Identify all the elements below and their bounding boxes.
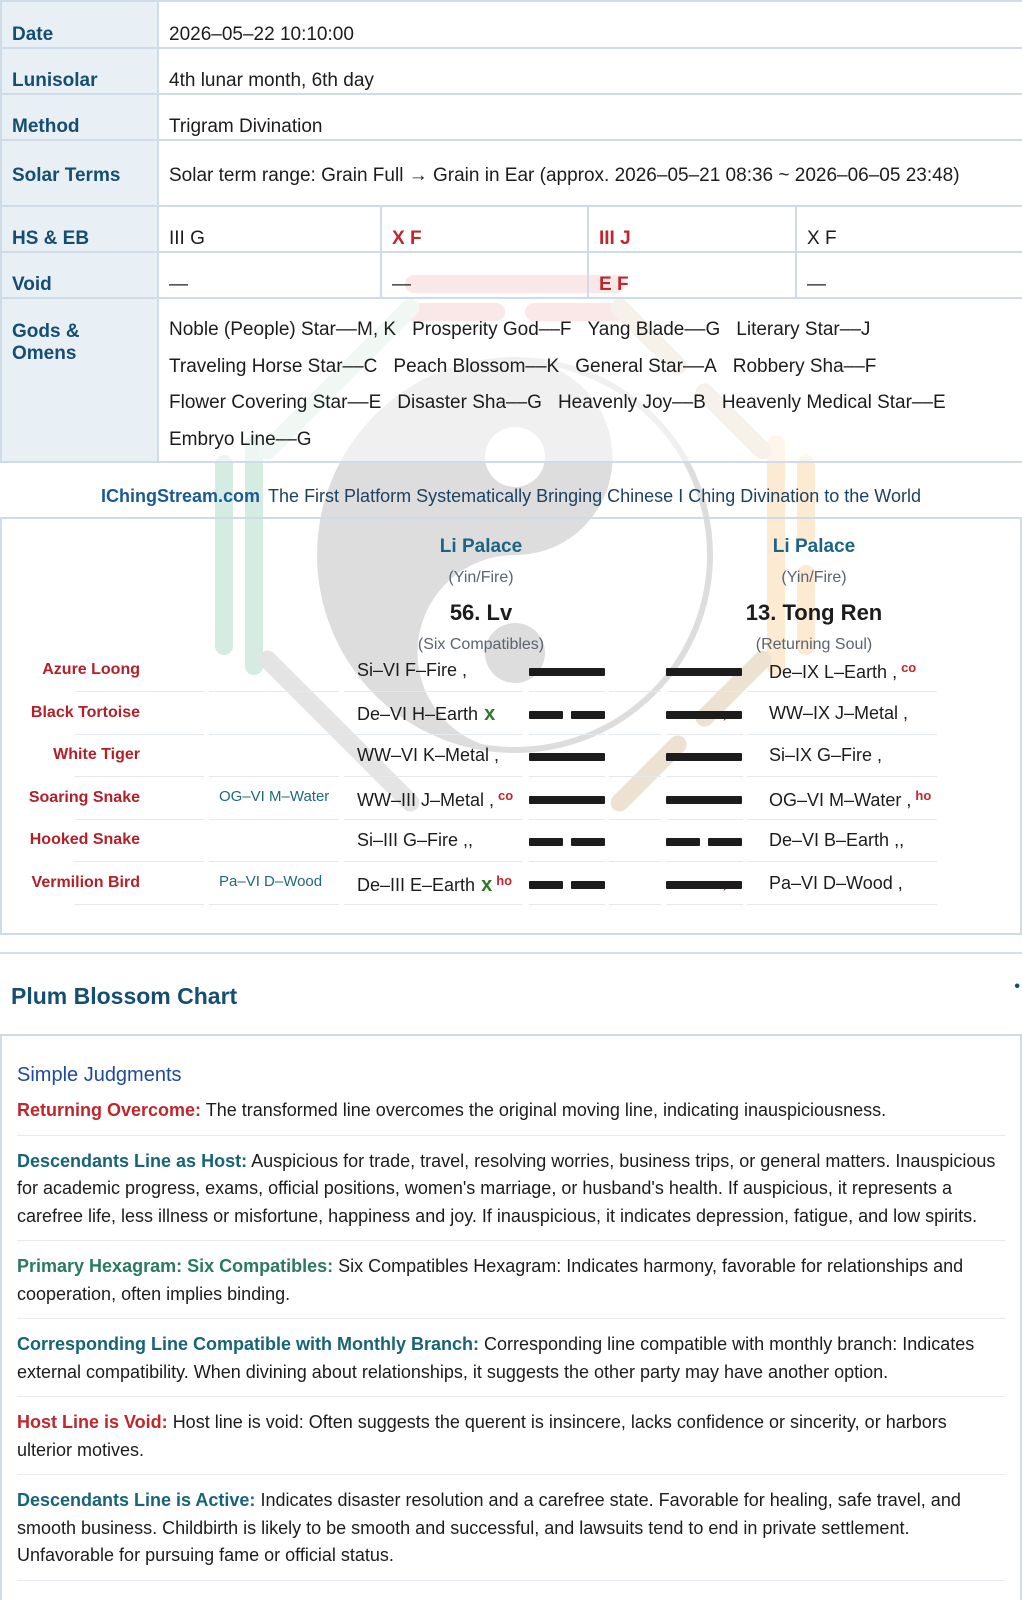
original-line-label (357, 660, 467, 681)
hidden-spirit-line: Pa–VI D–Wood (219, 872, 323, 890)
six-spirit-label: Vermilion Bird (31, 873, 140, 891)
hexagram-line-row (29, 819, 954, 862)
changed-hexagram-header (714, 536, 914, 654)
judgment-item (17, 1326, 1006, 1397)
row-divider (529, 904, 605, 905)
yang-segment (666, 711, 742, 719)
changed-hexagram-name: 13. Tong Ren (745, 600, 883, 625)
judgment-title: Host Line is Void: (17, 1412, 168, 1432)
changed-yao-line (666, 796, 742, 804)
site-tagline: The First Platform Systematically Bringing Chinese I Ching Divination to the World (268, 486, 921, 506)
void-year: — (158, 252, 381, 298)
void-label: Void (1, 252, 158, 298)
god-omen-item: Noble (People) Star––M, K (169, 319, 397, 340)
yang-segment (666, 796, 742, 804)
yin-segment (571, 881, 605, 889)
changed-line-label (769, 660, 916, 683)
row-divider (344, 904, 522, 905)
god-omen-item: Flower Covering Star––E (169, 392, 382, 413)
solar-terms-label: Solar Terms (1, 140, 158, 206)
changed-line-text: De–IX L–Earth , (769, 662, 898, 682)
god-omen-item: Peach Blossom––K (393, 355, 560, 377)
judgment-title: Primary Hexagram: Six Compatibles: (17, 1256, 334, 1276)
row-divider (747, 904, 937, 905)
line-role-tag: co (901, 660, 917, 675)
changed-line-text: Pa–VI D–Wood , (769, 872, 903, 893)
changed-yao-line (666, 753, 742, 761)
changed-line-label (769, 703, 908, 724)
solar-terms-value: Solar term range: Grain Full → Grain in Ear (approx. 2026–05–21 08:36 ~ 2026–06–05 23:48) (158, 140, 1022, 206)
plum-blossom-dot: • (1014, 978, 1020, 995)
original-yao-line (529, 753, 605, 761)
original-yao-line (529, 668, 605, 676)
lunisolar-label: Lunisolar (1, 48, 158, 94)
hs-eb-month: X F (381, 206, 588, 252)
god-omen-item: Prosperity God––F (412, 319, 572, 340)
original-line-text: De–VI H–Earth (357, 703, 479, 724)
judgment-item (17, 1092, 1006, 1136)
moving-line-mark: x (484, 702, 496, 725)
primary-hexagram-name: 56. Lv (449, 600, 513, 625)
simple-judgments-title: Simple Judgments (17, 1064, 182, 1086)
god-omen-item: Yang Blade––G (587, 319, 721, 340)
yin-segment (708, 838, 742, 846)
hs-eb-hour: X F (796, 206, 1022, 252)
yin-segment (666, 838, 700, 846)
yang-segment (666, 753, 742, 761)
void-month: — (381, 252, 588, 298)
changed-line-label (769, 873, 903, 894)
lunisolar-value: 4th lunar month, 6th day (158, 48, 1022, 94)
judgment-title: Descendants Line is Active: (17, 1490, 256, 1510)
original-line-label (357, 873, 512, 897)
changed-element: (Yin/Fire) (781, 569, 847, 586)
hexagram-line-row (42, 649, 954, 692)
row-divider (609, 904, 661, 905)
original-yao-line (529, 881, 605, 889)
gods-label: Gods & Omens (1, 298, 158, 462)
god-omen-item: Disaster Sha––G (397, 392, 542, 413)
hidden-spirit-line: OG–VI M–Water (219, 787, 330, 805)
line-role-tag: ho (496, 872, 513, 888)
changed-line-label (769, 745, 882, 766)
row-divider (209, 904, 339, 905)
plum-blossom-title: Plum Blossom Chart (11, 983, 238, 1009)
judgment-text: Host line is void: Often suggests the querent is insincere, lacks confidence or sincerity, or harbors ulterior motives. (17, 1412, 947, 1460)
changed-line-label (769, 788, 931, 811)
god-omen-item: Traveling Horse Star––C (169, 355, 378, 377)
changed-yao-line (666, 838, 742, 846)
judgment-text: Corresponding line compatible with monthly branch: Indicates external compatibility. When divining about relationships, it suggests the other party may have another option. (17, 1334, 975, 1382)
god-omen-item: Robbery Sha––F (732, 355, 877, 377)
god-omen-item: General Star––A (575, 355, 717, 377)
changed-line-text: De–VI B–Earth ,, (769, 830, 905, 850)
gods-value (158, 298, 1022, 462)
judgment-item (17, 1143, 1006, 1242)
original-line-label (357, 830, 473, 851)
six-spirit-label: Hooked Snake (29, 831, 140, 848)
original-yao-line (529, 838, 605, 846)
hexagram-panel (0, 517, 1022, 935)
gods-list (169, 312, 1012, 458)
god-omen-item: Embryo Line––G (169, 428, 312, 450)
changed-line-text: OG–VI M–Water , (769, 789, 912, 810)
primary-palace: Li Palace (439, 536, 523, 557)
original-line-label (357, 788, 513, 811)
six-spirit-label: Black Tortoise (30, 703, 140, 721)
plum-blossom-section-header (0, 952, 1022, 1032)
original-line-label (357, 703, 495, 726)
original-yao-line (529, 796, 605, 804)
yin-segment (529, 881, 563, 889)
judgment-title: Returning Overcome: (17, 1100, 202, 1120)
method-label: Method (1, 94, 158, 140)
simple-judgments-panel (0, 1034, 1022, 1600)
original-line-label (357, 745, 499, 766)
changed-line-text: Si–IX G–Fire , (769, 745, 883, 765)
yin-segment (529, 711, 563, 719)
original-line-text: WW–VI K–Metal , (357, 745, 500, 765)
primary-element: (Yin/Fire) (448, 569, 514, 586)
primary-hexagram-type: (Six Compatibles) (417, 636, 545, 653)
judgment-title: Corresponding Line Compatible with Monthly Branch: (17, 1334, 479, 1354)
yin-segment (571, 838, 605, 846)
info-table (0, 0, 1022, 463)
judgments-list (17, 1092, 1006, 1581)
changed-yao-line (666, 711, 742, 719)
date-label: Date (1, 1, 158, 48)
hexagram-line-row (28, 777, 954, 820)
changed-line-text: WW–IX J–Metal , (769, 702, 909, 723)
yin-segment (571, 711, 605, 719)
god-omen-item: Literary Star––J (736, 319, 871, 340)
six-spirit-label: White Tiger (53, 746, 140, 763)
judgment-text: The transformed line overcomes the original moving line, indicating inauspiciousness. (205, 1100, 887, 1120)
changed-yao-line (666, 668, 742, 676)
original-line-text: Si–III G–Fire ,, (357, 830, 474, 850)
method-value: Trigram Divination (158, 94, 1022, 140)
yang-segment (666, 881, 742, 889)
judgment-title: Descendants Line as Host: (17, 1150, 248, 1171)
judgment-item (17, 1248, 1006, 1319)
changed-hexagram-type: (Returning Soul) (755, 636, 873, 653)
original-line-text: Si–VI F–Fire , (357, 660, 468, 680)
date-value: 2026–05–22 10:10:00 (158, 1, 1022, 48)
yang-segment (666, 668, 742, 676)
judgment-text: Six Compatibles Hexagram: Indicates harmony, favorable for relationships and cooperation, often implies binding. (17, 1256, 964, 1304)
original-yao-line (529, 711, 605, 719)
changed-palace: Li Palace (772, 536, 856, 557)
six-spirit-label: Soaring Snake (28, 788, 140, 806)
hs-eb-year: III G (158, 206, 381, 252)
void-day: E F (588, 252, 796, 298)
hexagram-line-row (53, 734, 954, 777)
hs-eb-day: III J (588, 206, 796, 252)
site-link[interactable]: IChingStream.com (101, 486, 261, 506)
judgment-item (17, 1404, 1006, 1475)
god-omen-item: Heavenly Joy––B (557, 392, 706, 413)
changed-yao-line (666, 881, 742, 889)
judgment-text: Indicates disaster resolution and a carefree state. Favorable for healing, safe travel, and smooth business. Childbirth is likely to be smooth and successful, and lawsuits tend to end in private settlement. Unfavorable for pursuing fame or official status. (17, 1490, 961, 1565)
site-banner (0, 486, 1022, 507)
line-role-tag: ho (915, 787, 932, 803)
original-line-text: De–III E–Earth (357, 874, 476, 895)
row-divider (666, 904, 743, 905)
god-omen-item: Heavenly Medical Star––E (721, 392, 946, 413)
row-divider (74, 904, 204, 905)
changed-line-label (769, 830, 904, 851)
judgment-text: Auspicious for trade, travel, resolving worries, business trips, or general matters. Inauspicious for academic progress, exams, official positions, women's marriage, or husband's health. If auspicious, it represents a carefree life, less illness or misfortune, happiness and joy. If inauspicious, it indicates depression, fatigue, and low spirits. (17, 1150, 996, 1226)
six-spirit-label: Azure Loong (42, 661, 140, 678)
line-role-tag: co (498, 787, 514, 803)
hexagram-line-row (30, 692, 954, 735)
yin-segment (529, 838, 563, 846)
yang-segment (529, 668, 605, 676)
void-hour: — (796, 252, 1022, 298)
hexagram-line-row (31, 862, 954, 905)
hs-eb-label: HS & EB (1, 206, 158, 252)
yang-segment (529, 796, 605, 804)
primary-hexagram-header (381, 536, 581, 654)
moving-line-mark: x (481, 873, 493, 896)
yang-segment (529, 753, 605, 761)
judgment-item (17, 1482, 1006, 1581)
original-line-text: WW–III J–Metal , (357, 789, 495, 810)
